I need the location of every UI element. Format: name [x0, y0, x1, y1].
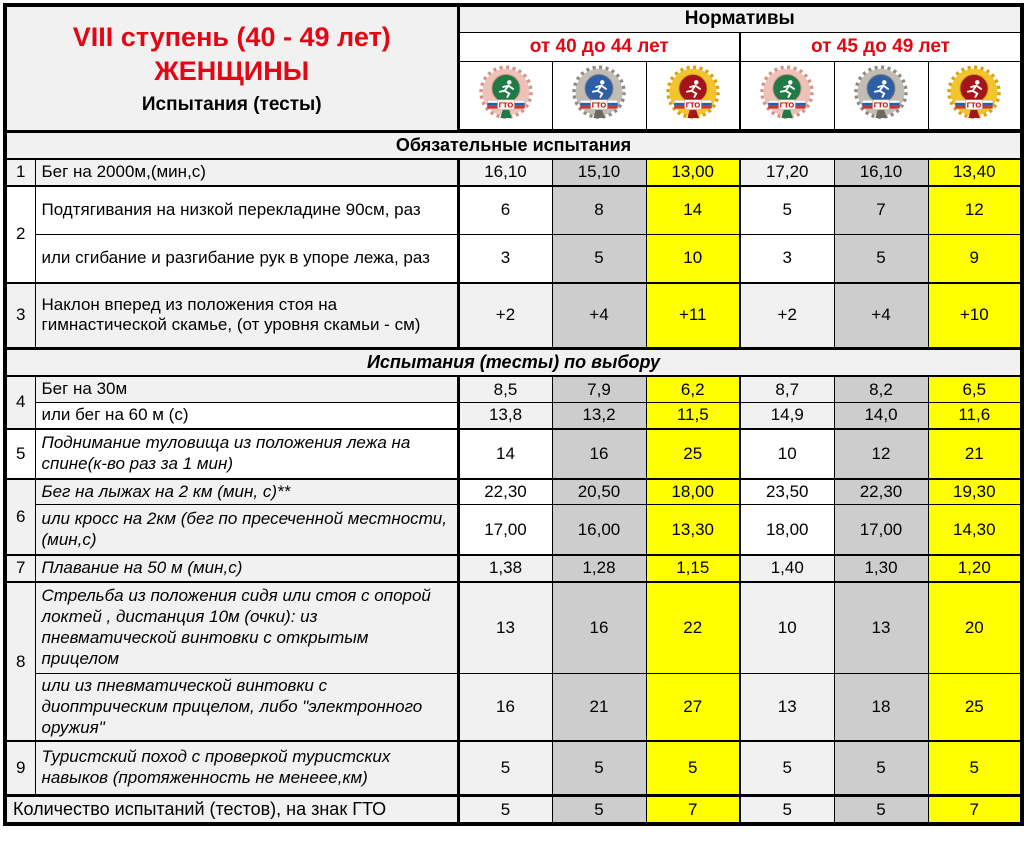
total-tests-label: Количество испытаний (тестов), на знак ГТО — [5, 795, 458, 824]
test-name: Стрельба из положения сидя или стоя с опорой локтей , дистанция 10м (очки): из пневматической винтовки с открытым прицелом — [35, 582, 458, 674]
value-cell: 14,30 — [928, 505, 1022, 555]
value-cell: 22 — [646, 582, 740, 674]
row-number: 2 — [5, 186, 35, 283]
value-cell: 5 — [458, 795, 552, 824]
value-cell: 8,5 — [458, 376, 552, 402]
value-cell: 12 — [928, 186, 1022, 235]
value-cell: 5 — [928, 741, 1022, 795]
value-cell: 1,15 — [646, 555, 740, 582]
value-cell: 16 — [552, 582, 646, 674]
value-cell: 6,2 — [646, 376, 740, 402]
test-name: Плавание на 50 м (мин,с) — [35, 555, 458, 582]
value-cell: 13 — [834, 582, 928, 674]
value-cell: 18,00 — [646, 479, 740, 505]
value-cell: 14,9 — [740, 402, 834, 428]
value-cell: 18 — [834, 674, 928, 742]
svg-text:ГТО: ГТО — [498, 100, 513, 110]
test-name: Бег на лыжах на 2 км (мин, с)** — [35, 479, 458, 505]
value-cell: 25 — [646, 429, 740, 479]
normativy-header: Нормативы — [458, 5, 1022, 32]
value-cell: 7 — [928, 795, 1022, 824]
value-cell: 23,50 — [740, 479, 834, 505]
value-cell: 19,30 — [928, 479, 1022, 505]
value-cell: 14,0 — [834, 402, 928, 428]
test-name: Подтягивания на низкой перекладине 90см, раз — [35, 186, 458, 235]
value-cell: 5 — [834, 741, 928, 795]
value-cell: 8 — [552, 186, 646, 235]
value-cell: 5 — [740, 795, 834, 824]
value-cell: 25 — [928, 674, 1022, 742]
value-cell: +2 — [458, 283, 552, 349]
value-cell: +4 — [552, 283, 646, 349]
value-cell: 13,8 — [458, 402, 552, 428]
row-number: 3 — [5, 283, 35, 349]
value-cell: 13,2 — [552, 402, 646, 428]
row-number: 1 — [5, 159, 35, 186]
section-header-elective: Испытания (тесты) по выбору — [5, 349, 1022, 377]
value-cell: 17,00 — [834, 505, 928, 555]
svg-text:ГТО: ГТО — [780, 100, 795, 110]
value-cell: 13,00 — [646, 159, 740, 186]
value-cell: 16 — [458, 674, 552, 742]
test-name: или из пневматической винтовки с диоптрическим прицелом, либо "электронного оружия" — [35, 674, 458, 742]
value-cell: 10 — [646, 235, 740, 283]
gold-gto-badge-icon — [663, 64, 723, 126]
value-cell: 1,20 — [928, 555, 1022, 582]
value-cell: 14 — [458, 429, 552, 479]
value-cell: 20 — [928, 582, 1022, 674]
test-name: Бег на 30м — [35, 376, 458, 402]
value-cell: 16,10 — [834, 159, 928, 186]
value-cell: 22,30 — [834, 479, 928, 505]
row-number: 6 — [5, 479, 35, 555]
value-cell: 5 — [740, 186, 834, 235]
value-cell: 18,00 — [740, 505, 834, 555]
value-cell: 17,00 — [458, 505, 552, 555]
row-number: 7 — [5, 555, 35, 582]
value-cell: 5 — [458, 741, 552, 795]
value-cell: 9 — [928, 235, 1022, 283]
bronze-gto-badge-icon — [757, 64, 817, 126]
value-cell: 7 — [646, 795, 740, 824]
age-group-40-44-header: от 40 до 44 лет — [458, 32, 740, 61]
value-cell: 5 — [834, 235, 928, 283]
gto-standards-table — [3, 3, 1024, 826]
value-cell: 8,2 — [834, 376, 928, 402]
test-name: или бег на 60 м (с) — [35, 402, 458, 428]
value-cell: 7 — [834, 186, 928, 235]
value-cell: 13,30 — [646, 505, 740, 555]
value-cell: 12 — [834, 429, 928, 479]
svg-text:ГТО: ГТО — [967, 100, 982, 110]
value-cell: 3 — [458, 235, 552, 283]
medal-cell — [928, 61, 1022, 131]
value-cell: +4 — [834, 283, 928, 349]
value-cell: 21 — [552, 674, 646, 742]
gold-gto-badge-icon — [944, 64, 1004, 126]
bronze-gto-badge-icon — [476, 64, 536, 126]
tests-subtitle: Испытания (тесты) — [141, 93, 322, 115]
page-title: VIII ступень (40 - 49 лет) — [72, 22, 391, 52]
gender-title: ЖЕНЩИНЫ — [154, 55, 310, 86]
value-cell: +11 — [646, 283, 740, 349]
value-cell: 8,7 — [740, 376, 834, 402]
value-cell: 15,10 — [552, 159, 646, 186]
row-number: 4 — [5, 376, 35, 428]
svg-text:ГТО: ГТО — [591, 100, 607, 110]
value-cell: 7,9 — [552, 376, 646, 402]
value-cell: 13 — [458, 582, 552, 674]
value-cell: 1,30 — [834, 555, 928, 582]
value-cell: 5 — [552, 741, 646, 795]
section-header-mandatory: Обязательные испытания — [5, 131, 1022, 159]
medal-cell — [834, 61, 928, 131]
value-cell: 11,6 — [928, 402, 1022, 428]
svg-text:ГТО: ГТО — [685, 100, 700, 110]
value-cell: 10 — [740, 429, 834, 479]
value-cell: 14 — [646, 186, 740, 235]
age-group-45-49-header: от 45 до 49 лет — [740, 32, 1022, 61]
value-cell: 5 — [740, 741, 834, 795]
value-cell: 22,30 — [458, 479, 552, 505]
silver-gto-badge-icon — [851, 64, 911, 126]
value-cell: 5 — [552, 795, 646, 824]
value-cell: 3 — [740, 235, 834, 283]
value-cell: 13 — [740, 674, 834, 742]
value-cell: 20,50 — [552, 479, 646, 505]
value-cell: 16,10 — [458, 159, 552, 186]
value-cell: 1,40 — [740, 555, 834, 582]
value-cell: 21 — [928, 429, 1022, 479]
medal-cell — [646, 61, 740, 131]
value-cell: 1,28 — [552, 555, 646, 582]
value-cell: 6 — [458, 186, 552, 235]
value-cell: 13,40 — [928, 159, 1022, 186]
test-name: Бег на 2000м,(мин,с) — [35, 159, 458, 186]
test-name: или сгибание и разгибание рук в упоре лежа, раз — [35, 235, 458, 283]
medal-cell — [740, 61, 834, 131]
value-cell: 27 — [646, 674, 740, 742]
value-cell: +2 — [740, 283, 834, 349]
test-name: или кросс на 2км (бег по пресеченной местности, (мин,с) — [35, 505, 458, 555]
value-cell: 5 — [834, 795, 928, 824]
row-number: 9 — [5, 741, 35, 795]
value-cell: 10 — [740, 582, 834, 674]
value-cell: +10 — [928, 283, 1022, 349]
table-title-cell — [5, 5, 458, 131]
row-number: 8 — [5, 582, 35, 742]
value-cell: 16 — [552, 429, 646, 479]
svg-text:ГТО: ГТО — [873, 100, 889, 110]
test-name: Поднимание туловища из положения лежа на спине(к-во раз за 1 мин) — [35, 429, 458, 479]
row-number: 5 — [5, 429, 35, 479]
test-name: Туристский поход с проверкой туристских навыков (протяженность не менеее,км) — [35, 741, 458, 795]
value-cell: 1,38 — [458, 555, 552, 582]
medal-cell — [552, 61, 646, 131]
medal-cell — [458, 61, 552, 131]
value-cell: 5 — [646, 741, 740, 795]
value-cell: 11,5 — [646, 402, 740, 428]
value-cell: 6,5 — [928, 376, 1022, 402]
value-cell: 17,20 — [740, 159, 834, 186]
value-cell: 5 — [552, 235, 646, 283]
silver-gto-badge-icon — [569, 64, 629, 126]
test-name: Наклон вперед из положения стоя на гимнастической скамье, (от уровня скамьи - см) — [35, 283, 458, 349]
value-cell: 16,00 — [552, 505, 646, 555]
